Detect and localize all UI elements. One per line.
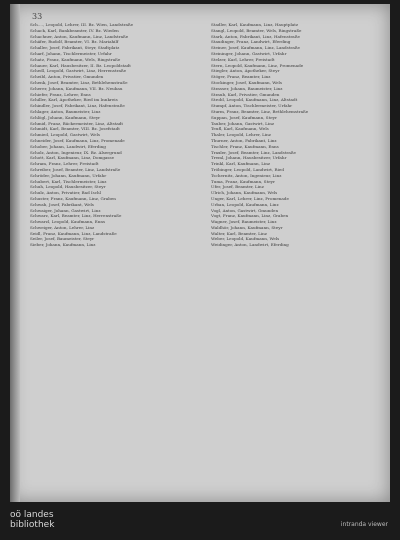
directory-entry: Schmied, Leopold, Gastwirt, Wels [30, 132, 100, 138]
directory-entry: Schott, Karl, Kaufmann, Linz, Domgasse [30, 155, 115, 161]
directory-entry: Scheibl, Anton, Privatier, Gmunden [30, 74, 104, 80]
directory-entry: Tauber, Johann, Gastwirt, Linz [211, 120, 274, 126]
directory-entry: Schack, Karl, Bankbeamter, IV. Bz. Wieden [30, 27, 119, 33]
directory-entry: Scholz, Anton, Ingenieur, IX. Bz. Alsergrund [30, 149, 122, 155]
directory-entry: Schröder, Johann, Kaufmann, Urfahr [30, 172, 107, 178]
book-page [10, 4, 390, 502]
directory-entry: Wagner, Josef, Baumeister, Linz [211, 219, 277, 225]
directory-entry: Seiler, Josef, Baumeister, Steyr [30, 236, 95, 242]
directory-entry: Stöger, Franz, Beamter, Linz [211, 74, 271, 80]
directory-entry: Scharf, Johann, Tischlermeister, Urfahr [30, 50, 112, 56]
directory-entry: Sch...., Leopold, Lehrer, III. Bz. Wien, Landstraße [30, 22, 134, 27]
directory-entry: Tröbinger, Leopold, Landwirt, Ried [211, 166, 284, 172]
directory-entry: Teufl, Karl, Kaufmann, Wels [211, 126, 269, 132]
directory-entry: Schiller, Karl, Apotheker, Ried im Innkreis [30, 97, 118, 103]
directory-entry: Thurner, Anton, Fabrikant, Linz [211, 137, 277, 143]
directory-entry: Schlögl, Johann, Kaufmann, Steyr [30, 114, 101, 120]
directory-entry: Schwarzl, Leopold, Kaufmann, Enns [30, 219, 106, 225]
directory-entry: Schubert, Karl, Tischlermeister, Linz [30, 178, 107, 184]
directory-entry: Weber, Leopold, Kaufmann, Wels [211, 236, 280, 242]
left-column [30, 22, 199, 494]
library-logo[interactable] [10, 510, 54, 530]
directory-entry: Schwarz, Karl, Beamter, Linz, Herrenstraße [30, 213, 122, 219]
directory-entry: Trinkl, Karl, Kaufmann, Linz [211, 161, 271, 167]
directory-entry: Urban, Leopold, Kaufmann, Linz [211, 201, 279, 207]
directory-entry: Straub, Karl, Privatier, Gmunden [211, 91, 280, 97]
logo-line-2: bibliothek [10, 520, 55, 530]
directory-entry: Schachner, Anton, Kaufmann, Linz, Landstraße [30, 33, 129, 39]
directory-entry: Steininger, Johann, Gastwirt, Urfahr [211, 50, 287, 56]
viewer-watermark: intranda viewer [340, 521, 388, 528]
directory-entry: Sturm, Franz, Beamter, Linz, Bethlehemstraße [211, 108, 309, 114]
directory-entry: Schneider, Josef, Kaufmann, Linz, Promenade [30, 137, 125, 143]
directory-entry: Strasser, Johann, Baumeister, Linz [211, 85, 283, 91]
directory-entry: Schwaiger, Johann, Gastwirt, Linz [30, 207, 101, 213]
directory-entry: Schlager, Anton, Baumeister, Linz [30, 108, 101, 114]
directory-entry: Schmid, Franz, Bäckermeister, Linz, Altstadt [30, 120, 124, 126]
directory-columns [30, 22, 380, 494]
directory-entry: Stiegler, Anton, Apotheker, Steyr [211, 68, 280, 74]
directory-entry: Schulz, Anton, Privatier, Bad Ischl [30, 190, 101, 196]
right-column [211, 22, 380, 494]
directory-entry: Stark, Anton, Fabrikant, Linz, Hafenstraße [211, 33, 300, 39]
directory-entry: Schwab, Josef, Fabrikant, Wels [30, 201, 94, 207]
directory-entry: Schindler, Josef, Fabrikant, Linz, Hafenstraße [30, 103, 125, 109]
directory-entry: Weidinger, Anton, Landwirt, Eferding [211, 242, 289, 248]
directory-entry: Schmidt, Karl, Beamter, VIII. Bz. Josefstadt [30, 126, 120, 132]
directory-entry: Stelzer, Karl, Lehrer, Freistadt [211, 56, 275, 62]
directory-entry: Stockinger, Josef, Kaufmann, Wels [211, 79, 282, 85]
directory-entry: Traxler, Josef, Beamter, Linz, Landstraße [211, 149, 296, 155]
directory-entry: Waldhör, Johann, Kaufmann, Steyr [211, 224, 283, 230]
page-number: 33 [32, 12, 43, 21]
directory-entry: Strobl, Leopold, Kaufmann, Linz, Altstadt [211, 97, 298, 103]
directory-entry: Schuh, Leopold, Hausbesitzer, Steyr [30, 184, 106, 190]
directory-entry: Vogl, Anton, Gastwirt, Gmunden [211, 207, 279, 213]
directory-entry: Schober, Johann, Landwirt, Eferding [30, 143, 106, 149]
directory-entry: Unger, Karl, Lehrer, Linz, Promenade [211, 195, 289, 201]
directory-entry: Schuster, Franz, Kaufmann, Linz, Graben [30, 195, 116, 201]
directory-entry: Schiefer, Franz, Lehrer, Enns [30, 91, 91, 97]
directory-entry: Walter, Karl, Beamter, Linz [211, 230, 267, 236]
directory-entry: Schenk, Josef, Beamter, Linz, Bethlehemstraße [30, 79, 128, 85]
page-gutter-shadow [10, 4, 20, 502]
directory-entry: Stern, Leopold, Kaufmann, Linz, Promenade [211, 62, 304, 68]
directory-entry: Tuma, Franz, Kaufmann, Steyr [211, 178, 275, 184]
directory-entry: Stumpf, Anton, Tischlermeister, Urfahr [211, 103, 293, 109]
directory-entry: Suppan, Josef, Kaufmann, Steyr [211, 114, 277, 120]
directory-entry: Tischler, Franz, Kaufmann, Enns [211, 143, 279, 149]
directory-entry: Sieber, Johann, Kaufmann, Linz [30, 242, 96, 248]
directory-entry: Stangl, Leopold, Beamter, Wels, Ringstraße [211, 27, 302, 33]
logo-line-1: oö landes [10, 510, 54, 520]
directory-entry: Schaller, Josef, Fabrikant, Steyr, Stadtplatz [30, 45, 120, 51]
directory-entry: Steiner, Josef, Kaufmann, Linz, Landstraße [211, 45, 300, 51]
directory-entry: Schreiber, Josef, Beamter, Linz, Landstraße [30, 166, 121, 172]
directory-entry: Scherer, Johann, Kaufmann, VII. Bz. Neubau [30, 85, 123, 91]
directory-entry: Vogt, Franz, Kaufmann, Linz, Graben [211, 213, 289, 219]
directory-entry: Ufer, Josef, Beamter, Linz [211, 184, 264, 190]
directory-entry: Seidl, Franz, Kaufmann, Linz, Landstraße [30, 230, 117, 236]
directory-entry: Schweiger, Anton, Lehrer, Linz [30, 224, 95, 230]
directory-entry: Schram, Franz, Lehrer, Freistadt [30, 161, 99, 167]
directory-entry: Schauer, Karl, Hausbesitzer, II. Bz. Leopoldstadt [30, 62, 131, 68]
directory-entry: Ulrich, Johann, Kaufmann, Wels [211, 190, 278, 196]
directory-entry: Stadler, Karl, Kaufmann, Linz, Hauptplatz [211, 22, 299, 27]
directory-entry: Treml, Johann, Hausbesitzer, Urfahr [211, 155, 287, 161]
directory-entry: Schedl, Leopold, Gastwirt, Linz, Herrenstraße [30, 68, 127, 74]
directory-entry: Staudinger, Franz, Landwirt, Eferding [211, 39, 291, 45]
directory-entry: Tschernitz, Anton, Ingenieur, Linz [211, 172, 282, 178]
directory-entry: Thaler, Leopold, Lehrer, Linz [211, 132, 271, 138]
directory-entry: Schäfer, Rudolf, Beamter, VI. Bz. Mariahilf [30, 39, 119, 45]
directory-entry: Schatz, Franz, Kaufmann, Wels, Ringstraße [30, 56, 121, 62]
